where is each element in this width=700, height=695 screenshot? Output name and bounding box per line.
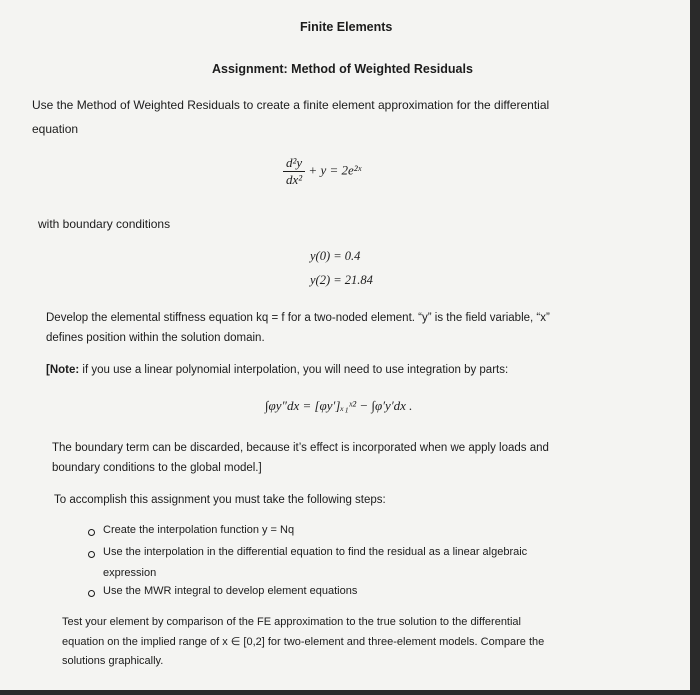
test-line-3: solutions graphically. [62, 655, 164, 667]
intro-line-2: equation [32, 122, 79, 136]
test-line-1: Test your element by comparison of the FE approximation to the true solution to the differential [62, 616, 521, 628]
note-line [46, 364, 508, 376]
boundary-term-line-1: The boundary term can be discarded, because it’s effect is incorporated when we apply loads and [52, 442, 549, 454]
note-text: if you use a linear polynomial interpolation, you will need to use integration by parts: [82, 364, 509, 376]
step-1: Create the interpolation function y = Nq [103, 524, 295, 536]
step-2: Use the interpolation in the differential equation to find the residual as a linear algebraic [103, 546, 528, 558]
differential-equation [283, 155, 361, 188]
bullet-icon [88, 551, 95, 558]
steps-intro: To accomplish this assignment you must take the following steps: [54, 494, 386, 506]
second-derivative-fraction [283, 155, 305, 188]
boundary-conditions-label: with boundary conditions [38, 217, 171, 231]
fraction-denominator: dx² [286, 172, 303, 187]
integration-by-parts-formula: ∫φy″dx = [φy′]ₓ₁ˣ² − ∫φ′y′dx . [265, 398, 413, 413]
bullet-icon [88, 529, 95, 536]
document-subtitle: Assignment: Method of Weighted Residuals [212, 62, 473, 76]
boundary-condition-1: y(0) = 0.4 [310, 249, 361, 263]
develop-line-2: defines position within the solution domain. [46, 332, 265, 344]
develop-line-1: Develop the elemental stiffness equation kq = f for a two-noded element. “y” is the field variable, “x” [46, 312, 550, 324]
document-title: Finite Elements [300, 20, 393, 34]
boundary-term-line-2: boundary conditions to the global model.] [52, 462, 262, 474]
equation-rest: + y = 2e²ˣ [308, 162, 362, 178]
intro-line-1: Use the Method of Weighted Residuals to create a finite element approximation for the differential [32, 98, 550, 112]
boundary-condition-2: y(2) = 21.84 [310, 273, 373, 287]
step-2-continuation: expression [103, 567, 157, 579]
fraction-numerator: d²y [283, 155, 305, 172]
note-label: [Note: [46, 364, 80, 376]
step-3: Use the MWR integral to develop element equations [103, 585, 358, 597]
bullet-icon [88, 590, 95, 597]
test-line-2: equation on the implied range of x ∈ [0,2] for two-element and three-element models. Compare the [62, 636, 545, 648]
